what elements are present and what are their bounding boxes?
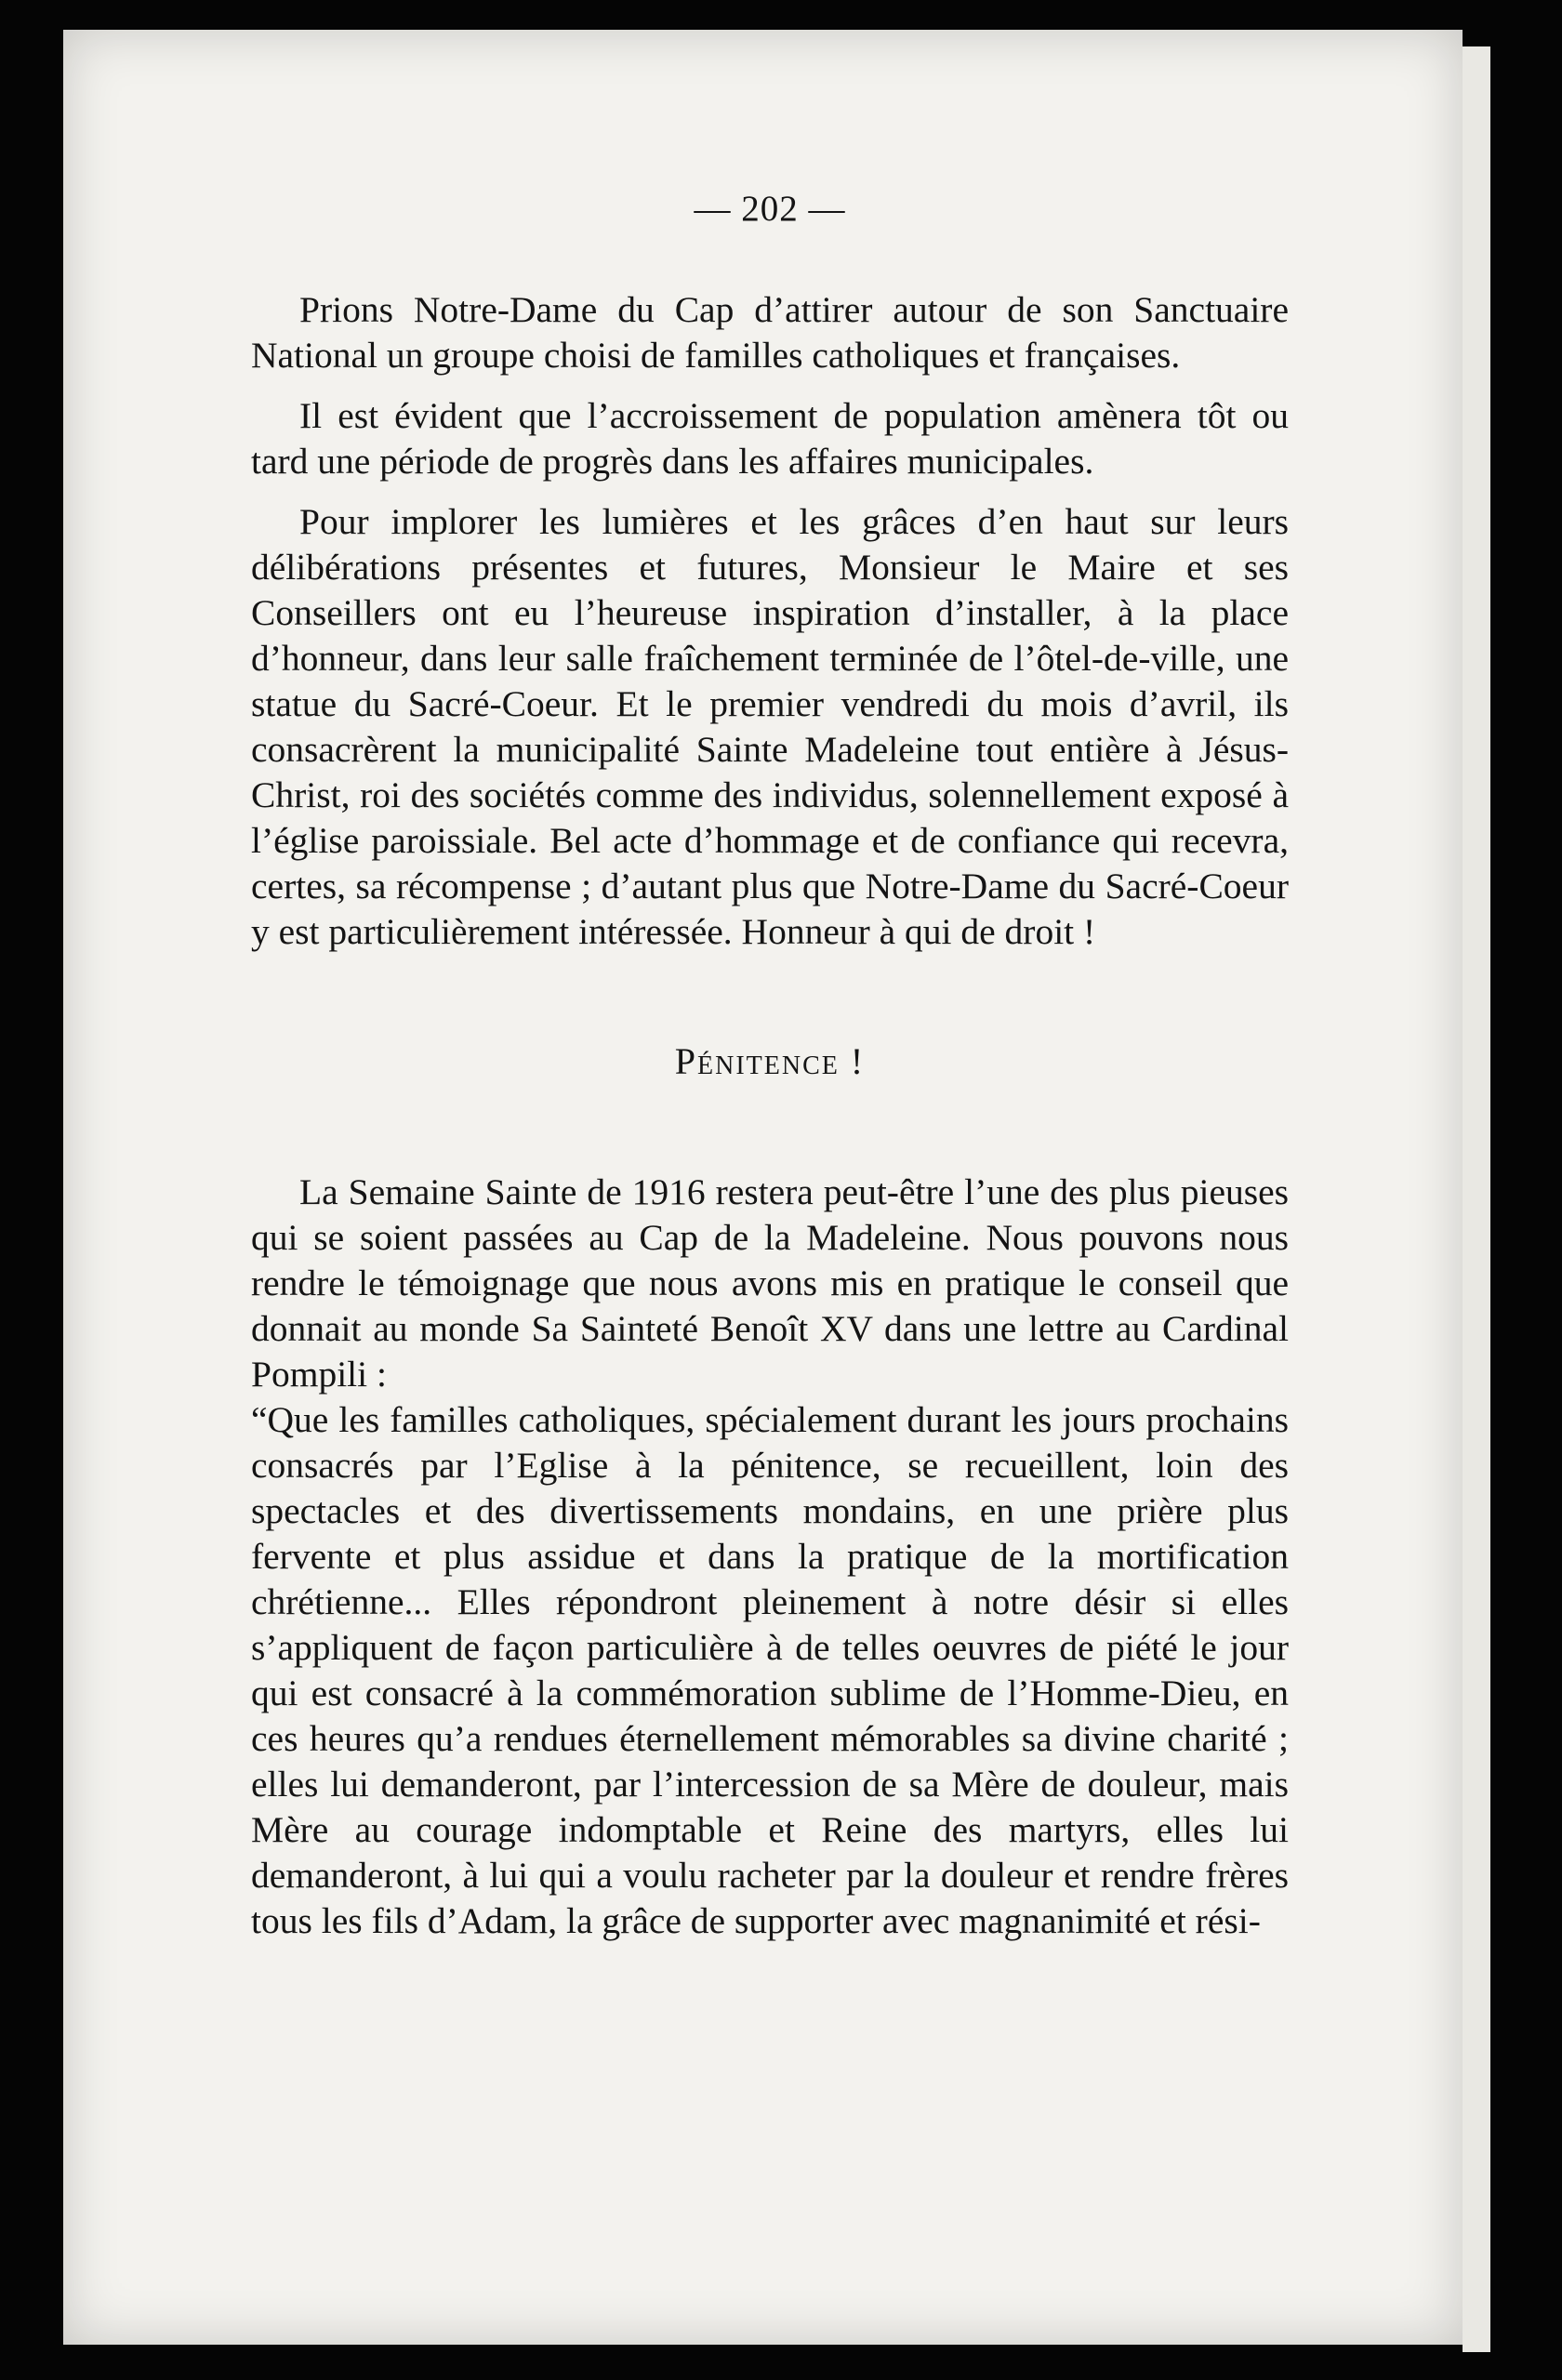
next-page-edge — [1463, 46, 1490, 2352]
paragraph-2: Il est évident que l’accroissement de population amènera tôt ou tard une période de progrès dans les affaires municipales. — [251, 395, 1289, 482]
paragraph-3: Pour implorer les lumières et les grâces d’en haut sur leurs délibérations présentes et futures, Monsieur le Maire et ses Conseillers ont eu l’heureuse inspiration d’installer, à la place d’honneur, dans leur salle fraîchement terminée de l’ôtel-de-ville, une statue du Sacré-Coeur. Et le premier vendredi du mois d’avril, ils consacrèrent la municipalité Sainte Madeleine tout entière à Jésus-Christ, roi des sociétés comme des individus, solennellement exposé à l’église paroissiale. Bel acte d’hommage et de confiance qui recevra, certes, sa récompense ; d’autant plus que Notre-Dame du Sacré-Coeur y est particulièrement intéressée. Honneur à qui de droit ! — [251, 501, 1289, 952]
page-number: — 202 — — [694, 189, 846, 229]
quoted-passage: “Que les familles catholiques, spécialement durant les jours prochains consacrés par l’Eglise à la pénitence, se recueillent, loin des spectacles et des divertissements mondains, en une prière plus fervente et plus assidue et dans la pratique de la mortification chrétienne... Elles répondront pleinement à notre désir si elles s’appliquent de façon particulière à de telles oeuvres de piété le jour qui est consacré à la commémoration sublime de l’Homme-Dieu, en ces heures qu’a rendues éternellement mémorables sa divine charité ; elles lui demanderont, par l’intercession de sa Mère de douleur, mais Mère au courage indomptable et Reine des martyrs, elles lui demanderont, à lui qui a voulu racheter par la douleur et rendre frères tous les fils d’Adam, la grâce de supporter avec magnanimité et rési- — [251, 1399, 1289, 1941]
section-paragraph-1: La Semaine Sainte de 1916 restera peut-être l’une des plus pieuses qui se soient passées au Cap de la Madeleine. Nous pouvons nous rendre le témoignage que nous avons mis en pratique le conseil que donnait au monde Sa Sainteté Benoît XV dans une lettre au Cardinal Pompili : — [251, 1171, 1289, 1395]
section-title: Pénitence ! — [674, 1040, 866, 1082]
paragraph-1: Prions Notre-Dame du Cap d’attirer autour de son Sanctuaire National un groupe choisi de familles catholiques et françaises. — [251, 289, 1289, 376]
page-text-block — [251, 186, 1289, 1959]
